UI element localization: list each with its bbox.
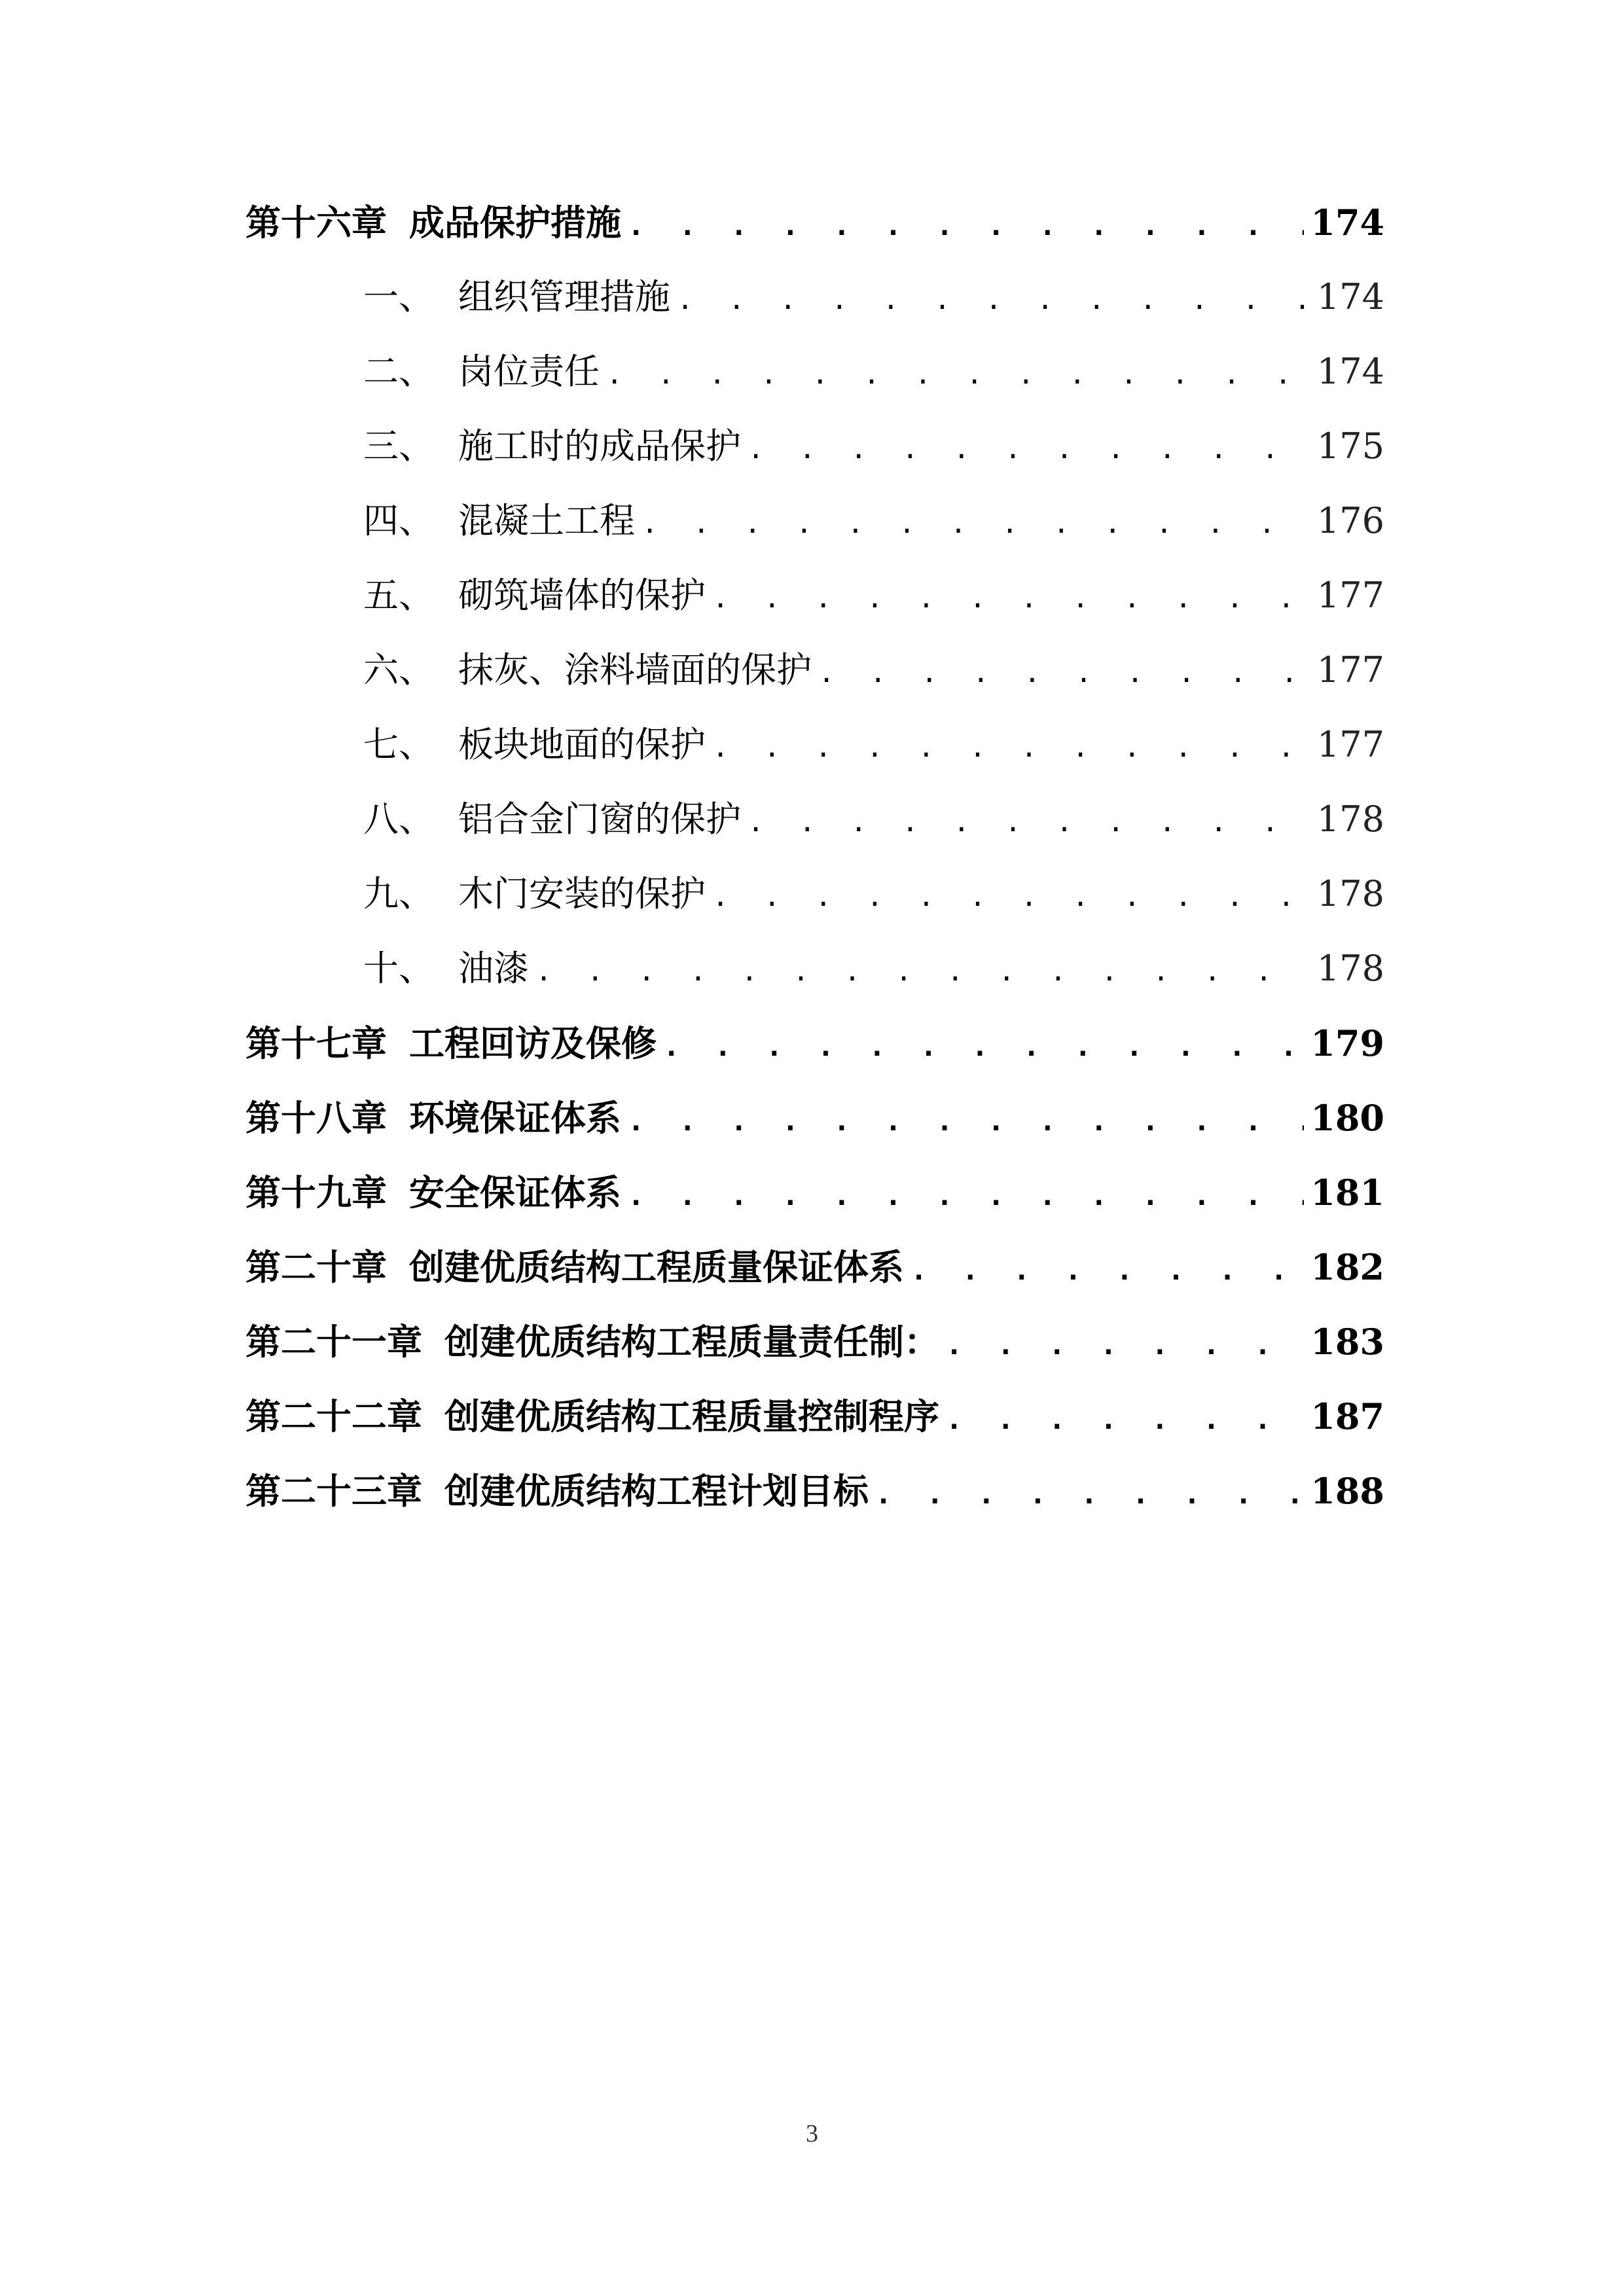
dot-leader <box>535 945 1310 997</box>
dot-leader <box>748 796 1310 848</box>
toc-section-entry[interactable] <box>245 719 1384 793</box>
toc-section-entry[interactable] <box>245 569 1384 644</box>
toc-entry-number: 八、 <box>363 798 434 840</box>
toc-entry-page-number: 182 <box>1310 1246 1384 1288</box>
toc-entry-page-number: 178 <box>1316 798 1384 840</box>
toc-entry-page-number: 175 <box>1316 425 1384 467</box>
dot-leader <box>628 1095 1304 1147</box>
toc-entry-number: 第十八章 <box>245 1097 387 1139</box>
dot-leader <box>818 647 1310 699</box>
dot-leader <box>628 1170 1304 1222</box>
dot-leader <box>663 1020 1304 1073</box>
toc-entry-number: 第二十三章 <box>245 1470 422 1512</box>
toc-entry-title: 砌筑墙体的保护 <box>458 575 706 616</box>
toc-entry-title: 铝合金门窗的保护 <box>458 798 741 840</box>
toc-entry-number: 三、 <box>363 425 434 467</box>
toc-entry-number: 七、 <box>363 724 434 765</box>
toc-section-entry[interactable] <box>245 793 1384 868</box>
toc-entry-number: 第十六章 <box>245 202 387 243</box>
toc-entry-title: 成品保护措施 <box>409 202 621 243</box>
toc-entry-page-number: 183 <box>1310 1321 1384 1363</box>
table-of-contents <box>245 196 1384 1539</box>
toc-section-entry[interactable] <box>245 942 1384 1017</box>
toc-entry-number: 第二十章 <box>245 1246 387 1288</box>
toc-section-entry[interactable] <box>245 346 1384 420</box>
toc-entry-number: 四、 <box>363 500 434 541</box>
toc-section-entry[interactable] <box>245 420 1384 495</box>
toc-entry-title: 创建优质结构工程质量保证体系 <box>409 1246 904 1288</box>
toc-entry-page-number: 177 <box>1316 649 1384 691</box>
toc-section-entry[interactable] <box>245 495 1384 569</box>
toc-entry-number: 九、 <box>363 873 434 914</box>
toc-entry-page-number: 179 <box>1310 1022 1384 1064</box>
toc-entry-title: 组织管理措施 <box>458 276 670 317</box>
dot-leader <box>677 274 1310 326</box>
toc-entry-page-number: 177 <box>1316 724 1384 765</box>
toc-entry-number: 一、 <box>363 276 434 317</box>
toc-entry-page-number: 176 <box>1316 500 1384 541</box>
dot-leader <box>946 1319 1304 1371</box>
toc-chapter-entry[interactable] <box>245 1316 1384 1390</box>
toc-entry-title: 创建优质结构工程质量责任制： <box>444 1321 939 1363</box>
toc-entry-page-number: 181 <box>1310 1172 1384 1213</box>
toc-section-entry[interactable] <box>245 868 1384 942</box>
toc-chapter-entry[interactable] <box>245 196 1384 271</box>
toc-entry-page-number: 174 <box>1316 276 1384 317</box>
toc-entry-title: 木门安装的保护 <box>458 873 706 914</box>
toc-entry-page-number: 178 <box>1316 948 1384 989</box>
dot-leader <box>748 423 1310 475</box>
toc-entry-number: 第二十一章 <box>245 1321 422 1363</box>
toc-entry-number: 六、 <box>363 649 434 691</box>
toc-entry-number: 十、 <box>363 948 434 989</box>
dot-leader <box>911 1244 1304 1297</box>
toc-entry-page-number: 177 <box>1316 575 1384 616</box>
toc-chapter-entry[interactable] <box>245 1166 1384 1241</box>
toc-entry-title: 安全保证体系 <box>409 1172 621 1213</box>
page-number-footer: 3 <box>806 2120 818 2147</box>
toc-entry-title: 抹灰、涂料墙面的保护 <box>458 649 812 691</box>
toc-entry-number: 第十九章 <box>245 1172 387 1213</box>
toc-chapter-entry[interactable] <box>245 1465 1384 1539</box>
toc-entry-title: 岗位责任 <box>458 351 600 392</box>
toc-entry-page-number: 188 <box>1310 1470 1384 1512</box>
toc-entry-title: 施工时的成品保护 <box>458 425 741 467</box>
toc-entry-number: 二、 <box>363 351 434 392</box>
toc-entry-title: 工程回访及保修 <box>409 1022 657 1064</box>
toc-section-entry[interactable] <box>245 644 1384 719</box>
toc-entry-page-number: 178 <box>1316 873 1384 914</box>
toc-chapter-entry[interactable] <box>245 1390 1384 1465</box>
dot-leader <box>712 870 1310 923</box>
toc-section-entry[interactable] <box>245 271 1384 346</box>
toc-chapter-entry[interactable] <box>245 1092 1384 1166</box>
toc-entry-title: 创建优质结构工程质量控制程序 <box>444 1395 939 1437</box>
toc-entry-title: 油漆 <box>458 948 529 989</box>
toc-entry-page-number: 174 <box>1316 351 1384 392</box>
dot-leader <box>606 348 1310 401</box>
toc-entry-title: 创建优质结构工程计划目标 <box>444 1470 869 1512</box>
dot-leader <box>628 200 1304 252</box>
dot-leader <box>946 1393 1304 1446</box>
toc-entry-number: 五、 <box>363 575 434 616</box>
dot-leader <box>641 497 1310 550</box>
toc-entry-page-number: 180 <box>1310 1097 1384 1139</box>
dot-leader <box>875 1468 1304 1520</box>
toc-chapter-entry[interactable] <box>245 1241 1384 1316</box>
toc-entry-page-number: 187 <box>1310 1395 1384 1437</box>
toc-chapter-entry[interactable] <box>245 1017 1384 1092</box>
toc-entry-title: 环境保证体系 <box>409 1097 621 1139</box>
toc-entry-number: 第二十二章 <box>245 1395 422 1437</box>
toc-entry-title: 板块地面的保护 <box>458 724 706 765</box>
toc-entry-title: 混凝土工程 <box>458 500 635 541</box>
dot-leader <box>712 721 1310 774</box>
toc-entry-page-number: 174 <box>1310 202 1384 243</box>
dot-leader <box>712 572 1310 624</box>
toc-entry-number: 第十七章 <box>245 1022 387 1064</box>
